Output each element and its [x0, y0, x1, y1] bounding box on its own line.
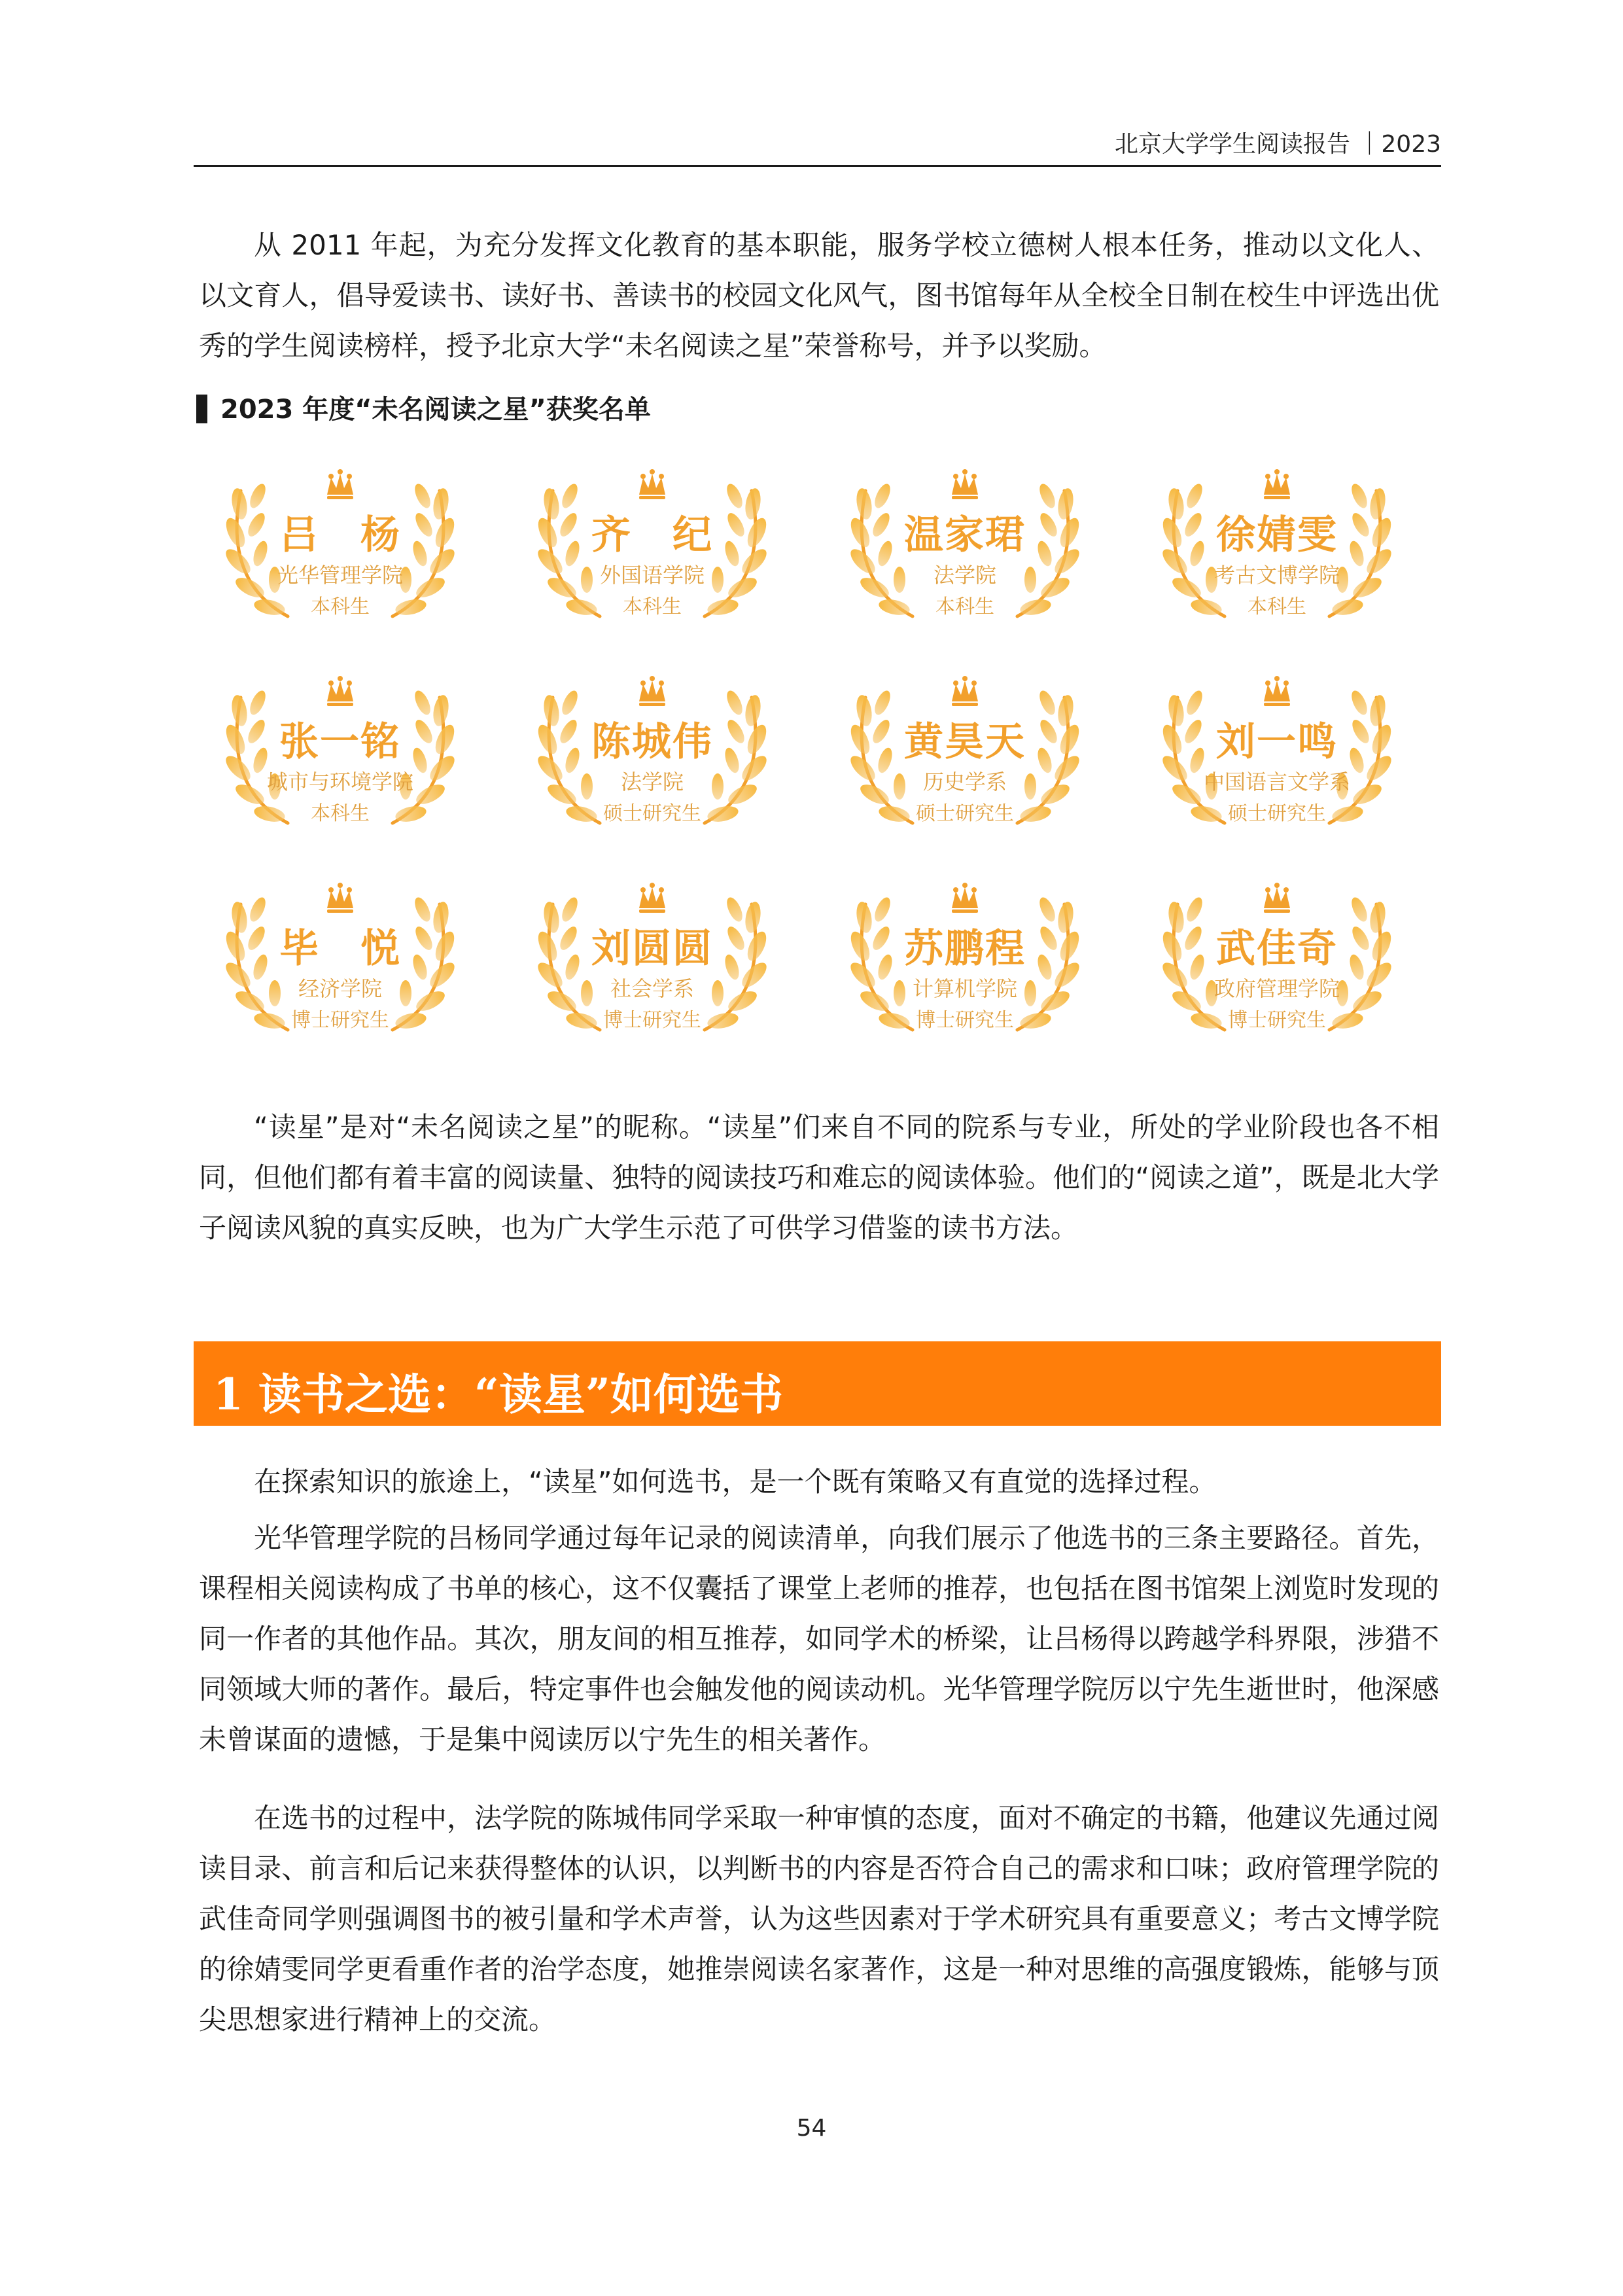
award-badge: [1146, 878, 1408, 1035]
awardee-department: 历史学系: [922, 769, 1007, 794]
header-title: 北京大学学生阅读报告 ｜2023: [1114, 131, 1441, 158]
awardee-department: 城市与环境学院: [266, 769, 413, 794]
header-rule: [194, 165, 1441, 167]
awardee-name: 温家珺: [904, 512, 1026, 558]
awardee-department: 政府管理学院: [1213, 976, 1340, 1001]
award-badge: [521, 671, 783, 828]
awardee-department: 法学院: [933, 563, 996, 588]
award-badge: [209, 878, 471, 1035]
awardee-level: 硕士研究生: [603, 802, 701, 825]
awardee-level: 博士研究生: [916, 1009, 1014, 1032]
award-list-title-text: 2023 年度“未名阅读之星”获奖名单: [220, 395, 651, 425]
section-paragraph: 在探索知识的旅途上，“读星”如何选书，是一个既有策略又有直觉的选择过程。: [254, 1466, 1217, 1498]
awardee-level: 博士研究生: [291, 1009, 389, 1032]
awardee-department: 计算机学院: [912, 976, 1017, 1001]
award-badge: [521, 465, 783, 622]
section-title: 1 读书之选：“读星”如何选书: [213, 1369, 783, 1420]
running-header: [194, 126, 1441, 164]
awardee-level: 本科生: [311, 802, 370, 825]
awardee-department: 经济学院: [298, 976, 382, 1001]
award-list-title: [196, 389, 651, 426]
awardee-level: 本科生: [311, 595, 370, 618]
page-number: 54: [796, 2115, 827, 2142]
awardee-name: 徐婧雯: [1216, 512, 1338, 558]
awardee-name: 武佳奇: [1216, 926, 1338, 972]
nickname-paragraph: “读星”是对“未名阅读之星”的昵称。“读星”们来自不同的院系与专业，所处的学业阶段也各不相同，但他们都有着丰富的阅读量、独特的阅读技巧和难忘的阅读体验。他们的“阅读之道”，既是北大学子阅读风貌的真实反映，也为广大学生示范了可供学习借鉴的读书方法。: [199, 1111, 1439, 1244]
awardee-name: 毕 悦: [279, 926, 401, 972]
awardee-department: 中国语言文学系: [1203, 769, 1350, 794]
awardee-name: 黄昊天: [904, 719, 1026, 765]
award-badge: [834, 878, 1096, 1035]
awardee-name: 张一铭: [279, 719, 401, 765]
title-marker: [196, 395, 207, 423]
awardee-department: 考古文博学院: [1213, 563, 1340, 588]
awardee-department: 社会学系: [610, 976, 694, 1001]
award-grid: [196, 458, 1439, 1047]
awardee-department: 外国语学院: [599, 563, 705, 588]
award-badge: [1146, 465, 1408, 622]
award-badge: [834, 671, 1096, 828]
award-badge: [1146, 671, 1408, 828]
award-badge: [209, 671, 471, 828]
intro-paragraph: 从 2011 年起，为充分发挥文化教育的基本职能，服务学校立德树人根本任务，推动以文化人、以文育人，倡导爱读书、读好书、善读书的校园文化风气，图书馆每年从全校全日制在校生中评选出优秀的学生阅读榜样，授予北京大学“未名阅读之星”荣誉称号，并予以奖励。: [199, 229, 1439, 362]
awardee-name: 陈城伟: [591, 719, 713, 765]
awardee-name: 齐 纪: [591, 512, 713, 558]
awardee-name: 刘圆圆: [591, 926, 713, 972]
awardee-name: 吕 杨: [279, 512, 401, 558]
awardee-department: 光华管理学院: [277, 563, 403, 588]
awardee-name: 刘一鸣: [1216, 719, 1338, 765]
awardee-level: 本科生: [935, 595, 994, 618]
awardee-level: 硕士研究生: [916, 802, 1014, 825]
awardee-department: 法学院: [620, 769, 684, 794]
award-badge: [209, 465, 471, 622]
award-badge: [521, 878, 783, 1035]
section-heading-banner: [194, 1341, 1441, 1426]
awardee-name: 苏鹏程: [904, 926, 1026, 972]
section-paragraph: 在选书的过程中，法学院的陈城伟同学采取一种审慎的态度，面对不确定的书籍，他建议先通过阅读目录、前言和后记来获得整体的认识，以判断书的内容是否符合自己的需求和口味；政府管理学院的武佳奇同学则强调图书的被引量和学术声誉，认为这些因素对于学术研究具有重要意义；考古文博学院的徐婧雯同学更看重作者的治学态度，她推崇阅读名家著作，这是一种对思维的高强度锻炼，能够与顶尖思想家进行精神上的交流。: [199, 1802, 1439, 2036]
section-paragraph: 光华管理学院的吕杨同学通过每年记录的阅读清单，向我们展示了他选书的三条主要路径。首先，课程相关阅读构成了书单的核心，这不仅囊括了课堂上老师的推荐，也包括在图书馆架上浏览时发现的同一作者的其他作品。其次，朋友间的相互推荐，如同学术的桥梁，让吕杨得以跨越学科界限，涉猎不同领域大师的著作。最后，特定事件也会触发他的阅读动机。光华管理学院厉以宁先生逝世时，他深感未曾谋面的遗憾，于是集中阅读厉以宁先生的相关著作。: [199, 1522, 1439, 1756]
awardee-level: 本科生: [623, 595, 682, 618]
awardee-level: 本科生: [1248, 595, 1306, 618]
award-badge: [834, 465, 1096, 622]
awardee-level: 博士研究生: [603, 1009, 701, 1032]
awardee-level: 博士研究生: [1228, 1009, 1326, 1032]
awardee-level: 硕士研究生: [1228, 802, 1326, 825]
